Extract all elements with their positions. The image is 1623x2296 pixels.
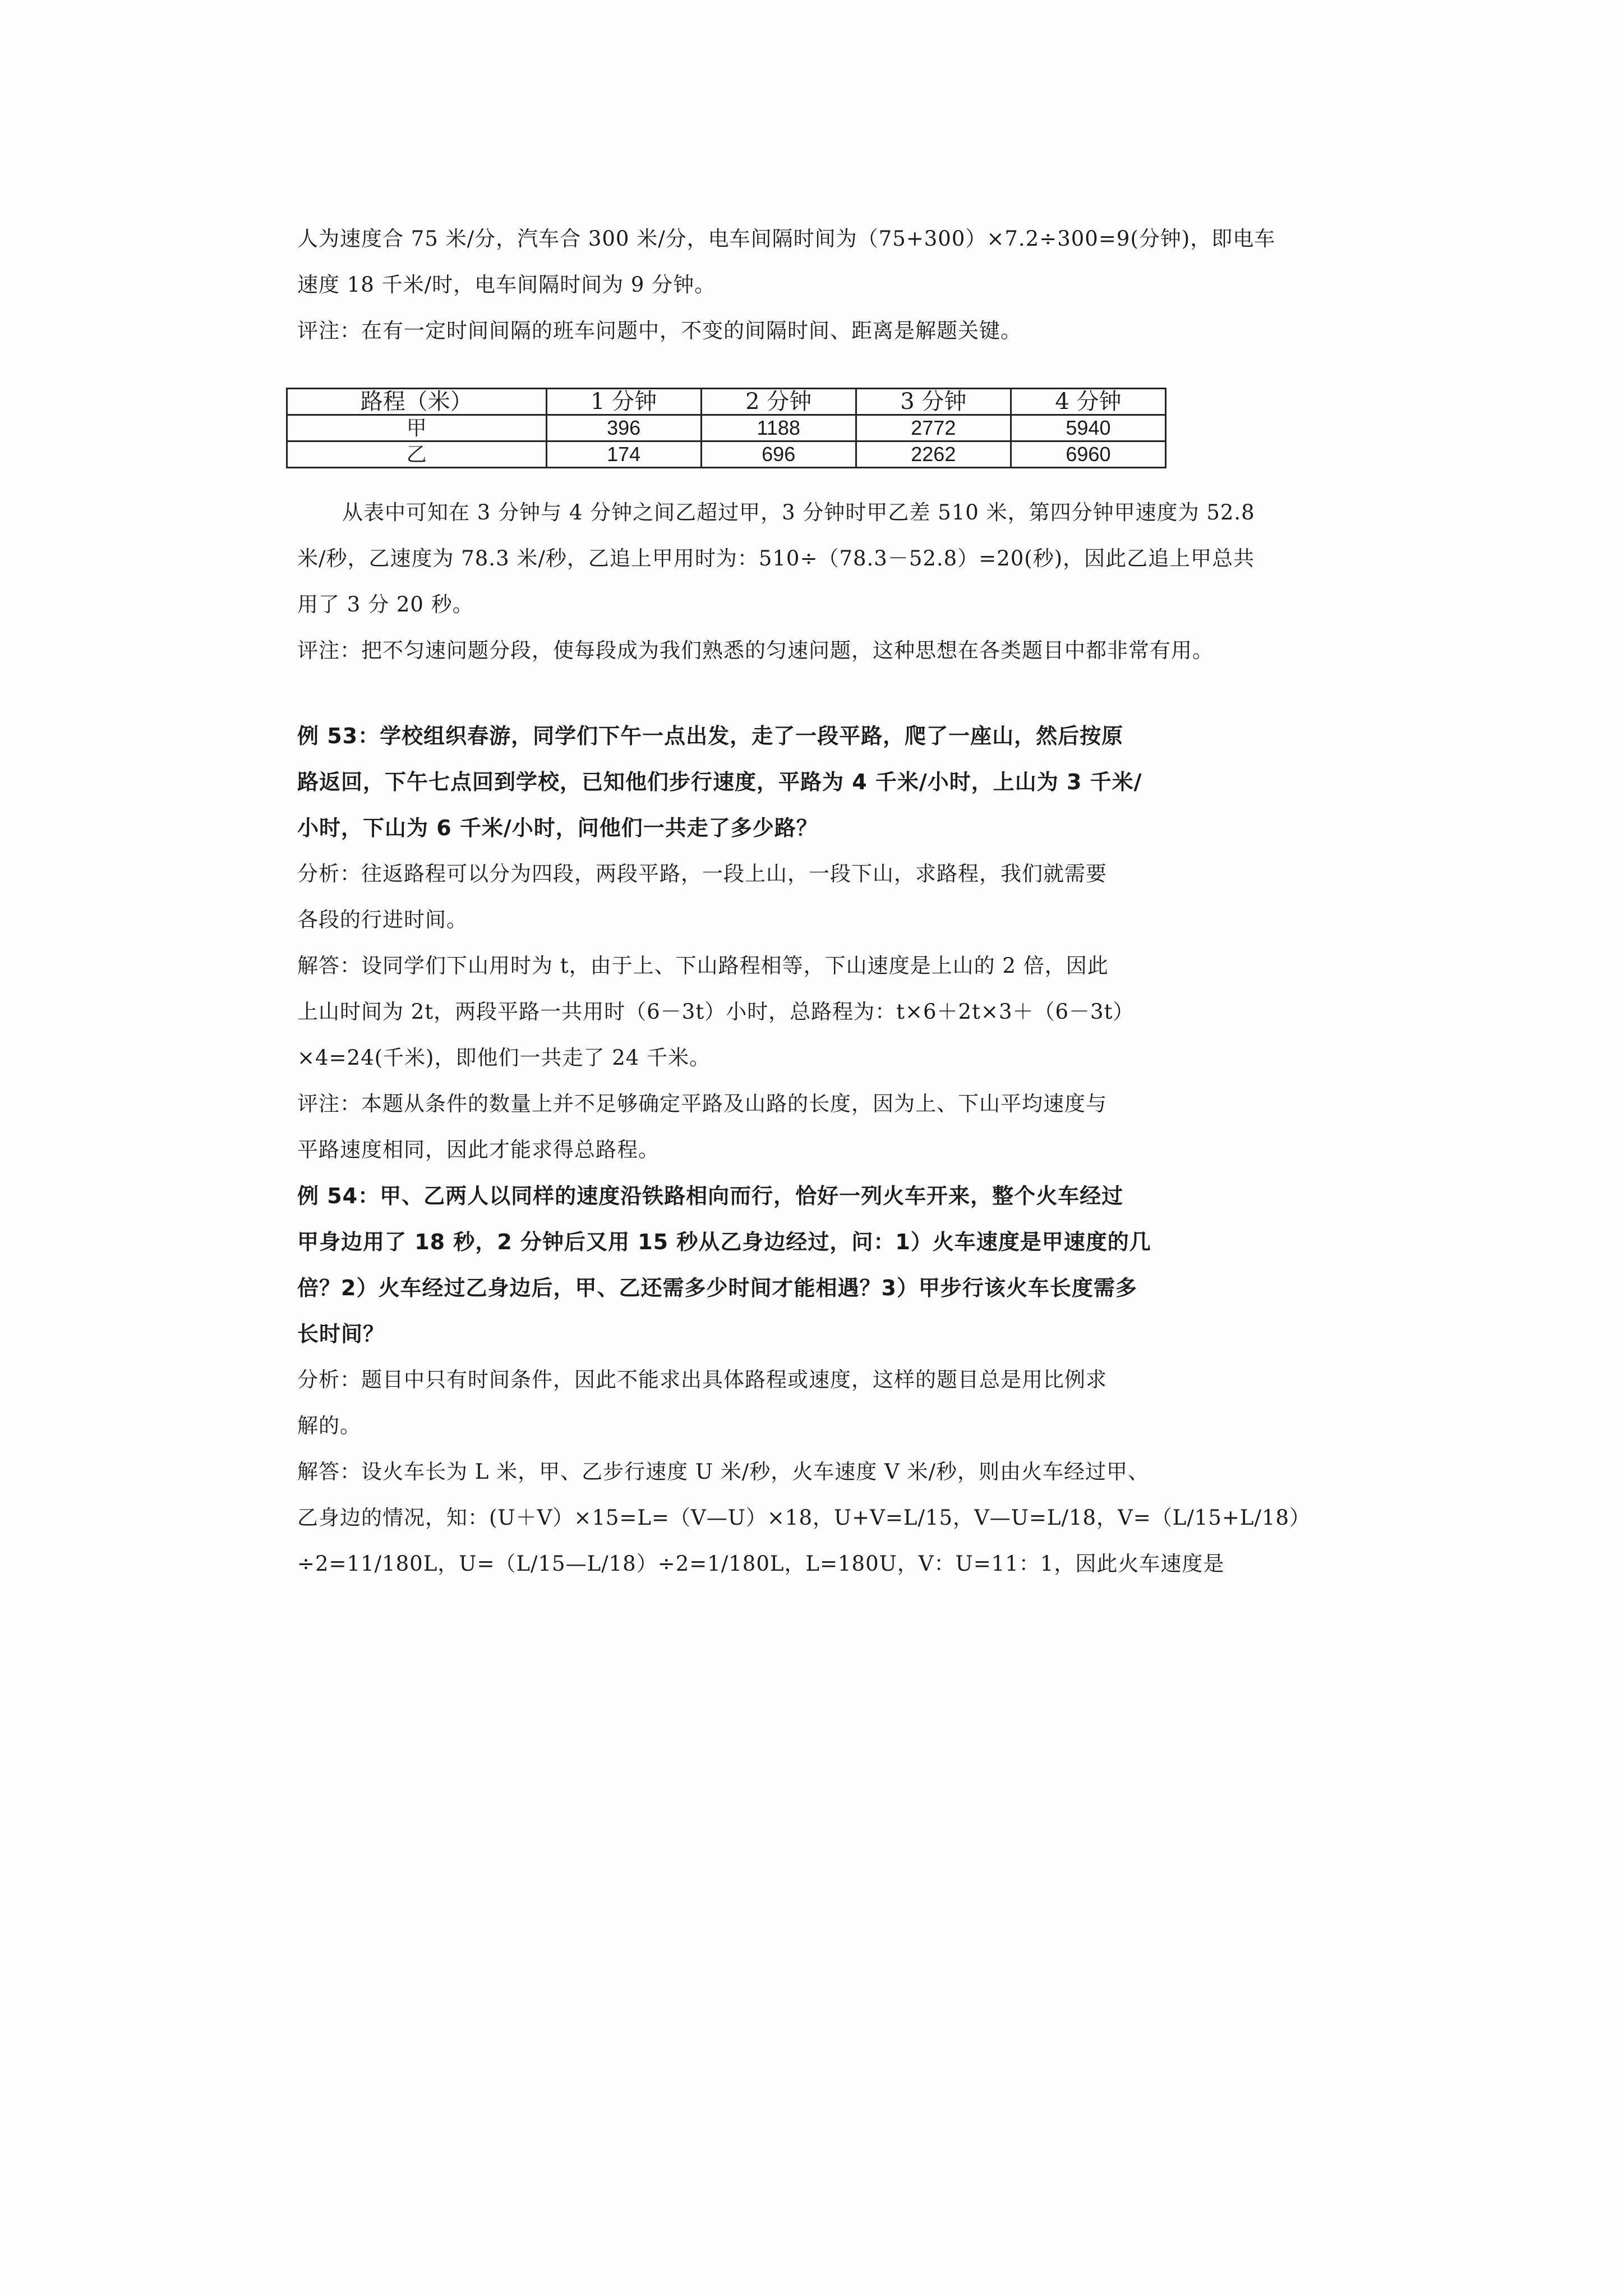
example-53-answer: 上山时间为 2t，两段平路一共用时（6－3t）小时，总路程为：t×6＋2t×3＋（6－3t）	[297, 1000, 1135, 1024]
example-54-question: 倍？2）火车经过乙身边后，甲、乙还需多少时间才能相遇？3）甲步行该火车长度需多	[297, 1276, 1137, 1300]
example-53-question: 小时，下山为 6 千米/小时，问他们一共走了多少路？	[297, 816, 818, 840]
example-53-comment: 评注：本题从条件的数量上并不足够确定平路及山路的长度，因为上、下山平均速度与	[297, 1092, 1107, 1116]
table-cell: 6960	[1011, 441, 1165, 468]
example-53-question: 路返回，下午七点回到学校，已知他们步行速度，平路为 4 千米/小时，上山为 3 千米/	[297, 770, 1142, 794]
example-54-analysis: 解的。	[297, 1414, 361, 1438]
table-header-cell: 1 分钟	[546, 389, 701, 415]
example-54-answer: 乙身边的情况，知：(U＋V）×15=L=（V—U）×18，U+V=L/15，V—U=L/18，V=（L/15+L/18）	[297, 1506, 1311, 1530]
distance-table	[286, 388, 1166, 468]
example-54-analysis: 分析：题目中只有时间条件，因此不能求出具体路程或速度，这样的题目总是用比例求	[297, 1368, 1107, 1392]
comment-line: 评注：把不匀速问题分段，使每段成为我们熟悉的匀速问题，这种思想在各类题目中都非常有用。	[297, 638, 1214, 662]
example-53-question: 例 53：学校组织春游，同学们下午一点出发，走了一段平路，爬了一座山，然后按原	[297, 724, 1124, 748]
table-cell: 2262	[856, 441, 1011, 468]
text-line: 用了 3 分 20 秒。	[297, 592, 474, 616]
document-content	[297, 216, 1311, 1587]
example-53-analysis: 各段的行进时间。	[297, 908, 468, 932]
text-line: 从表中可知在 3 分钟与 4 分钟之间乙超过甲，3 分钟时甲乙差 510 米，第四分钟甲速度为 52.8	[342, 500, 1255, 524]
example-54-answer: ÷2=11/180L，U=（L/15—L/18）÷2=1/180L，L=180U，V：U=11：1，因此火车速度是	[297, 1552, 1225, 1576]
table-cell: 1188	[701, 415, 856, 441]
example-54-answer: 解答：设火车长为 L 米，甲、乙步行速度 U 米/秒，火车速度 V 米/秒，则由火车经过甲、	[297, 1460, 1149, 1484]
table-header-cell: 路程（米）	[287, 389, 547, 415]
example-54-question: 例 54：甲、乙两人以同样的速度沿铁路相向而行，恰好一列火车开来，整个火车经过	[297, 1184, 1124, 1208]
example-53-answer: ×4=24(千米)，即他们一共走了 24 千米。	[297, 1046, 711, 1070]
table-cell: 2772	[856, 415, 1011, 441]
example-54-question: 长时间？	[297, 1322, 385, 1346]
text-line: 速度 18 千米/时，电车间隔时间为 9 分钟。	[297, 273, 716, 297]
table-cell: 5940	[1011, 415, 1165, 441]
text-line: 人为速度合 75 米/分，汽车合 300 米/分，电车间隔时间为（75+300）×7.2÷300=9(分钟)，即电车	[297, 227, 1276, 251]
example-53-answer: 解答：设同学们下山用时为 t，由于上、下山路程相等，下山速度是上山的 2 倍，因此	[297, 954, 1109, 978]
table-row	[287, 415, 1166, 441]
table-header-cell: 4 分钟	[1011, 389, 1165, 415]
comment-line: 评注：在有一定时间间隔的班车问题中，不变的间隔时间、距离是解题关键。	[297, 319, 1022, 343]
table-cell: 乙	[287, 441, 547, 468]
table-cell: 396	[546, 415, 701, 441]
table-header-row	[287, 389, 1166, 415]
example-53-comment: 平路速度相同，因此才能求得总路程。	[297, 1138, 660, 1162]
table-cell: 696	[701, 441, 856, 468]
example-53-analysis: 分析：往返路程可以分为四段，两段平路，一段上山，一段下山，求路程，我们就需要	[297, 862, 1107, 886]
table-row	[287, 441, 1166, 468]
table-cell: 174	[546, 441, 701, 468]
text-line: 米/秒，乙速度为 78.3 米/秒，乙追上甲用时为：510÷（78.3－52.8）=20(秒)，因此乙追上甲总共	[297, 546, 1255, 570]
example-54-question: 甲身边用了 18 秒，2 分钟后又用 15 秒从乙身边经过，问：1）火车速度是甲速度的几	[297, 1230, 1151, 1254]
table-cell: 甲	[287, 415, 547, 441]
table-header-cell: 3 分钟	[856, 389, 1011, 415]
table-header-cell: 2 分钟	[701, 389, 856, 415]
